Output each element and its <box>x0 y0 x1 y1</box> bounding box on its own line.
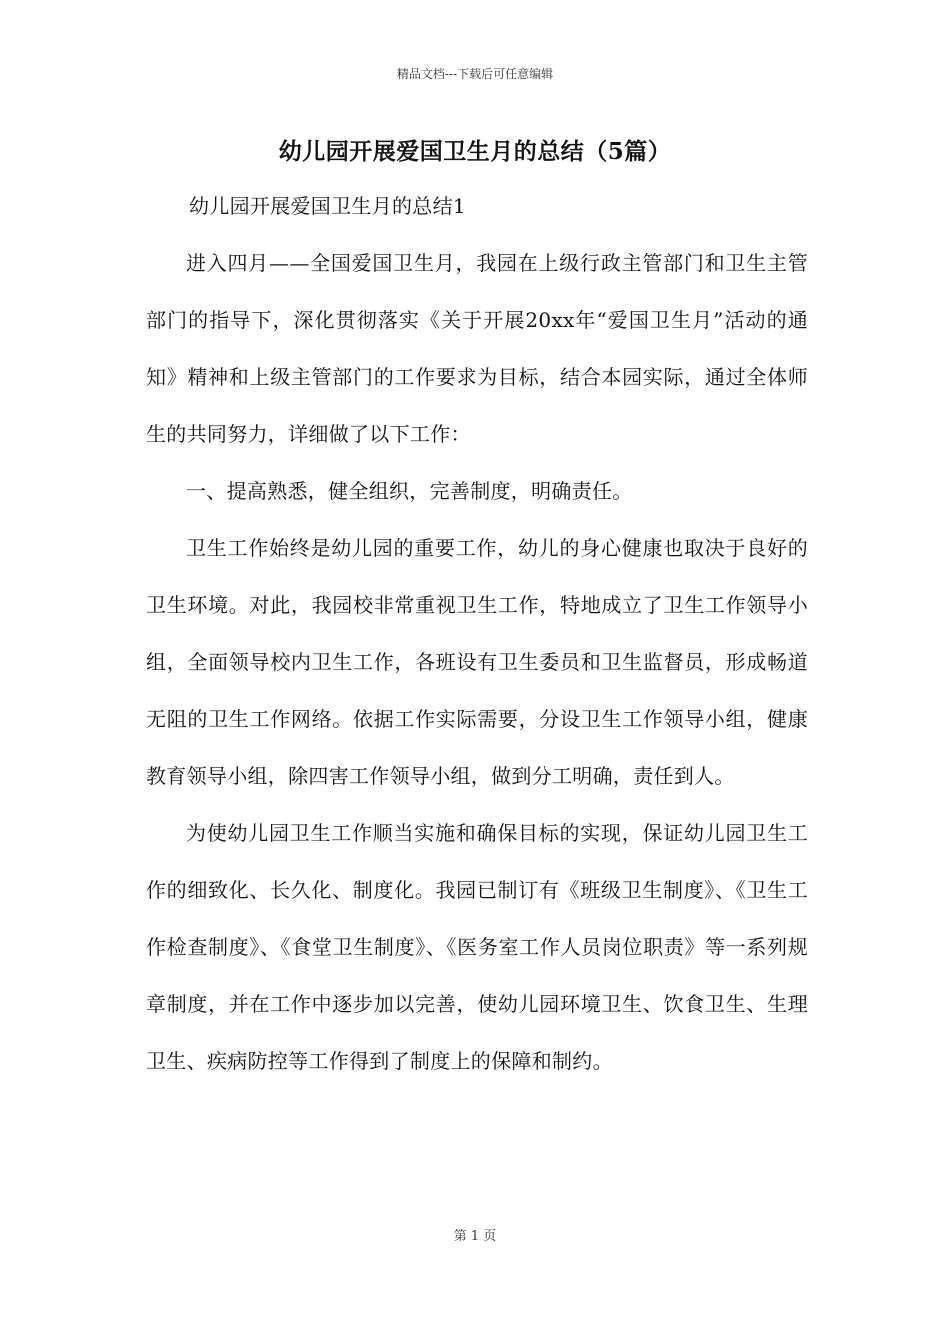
paragraph-organization: 卫生工作始终是幼儿园的重要工作，幼儿的身心健康也取决于良好的卫生环境。对此，我园校非常重视卫生工作，特地成立了卫生工作领导小组，全面领导校内卫生工作，各班设有卫生委员和卫生监督员，形成畅道无阻的卫生工作网络。依据工作实际需要，分设卫生工作领导小组，健康教育领导小组，除四害工作领导小组，做到分工明确，责任到人。 <box>146 536 808 788</box>
paragraph-regulations: 为使幼儿园卫生工作顺当实施和确保目标的实现，保证幼儿园卫生工作的细致化、长久化、制度化。我园已制订有《班级卫生制度》、《卫生工作检查制度》、《食堂卫生制度》、《医务室工作人员岗位职责》等一系列规章制度，并在工作中逐步加以完善，使幼儿园环境卫生、饮食卫生、生理卫生、疾病防控等工作得到了制度上的保障和制约。 <box>146 821 808 1073</box>
header-note: 精品文档---下载后可任意编辑 <box>396 67 554 81</box>
document-body <box>146 178 808 1090</box>
page-number: 第 1 页 <box>453 1229 497 1244</box>
paragraph-intro: 进入四月——全国爱国卫生月，我园在上级行政主管部门和卫生主管部门的指导下，深化贯彻落实《关于开展20xx年“爱国卫生月”活动的通知》精神和上级主管部门的工作要求为目标，结合本园实际，通过全体师生的共同努力，详细做了以下工作： <box>146 251 808 446</box>
section-heading: 幼儿园开展爱国卫生月的总结1 <box>189 194 466 218</box>
document-title: 幼儿园开展爱国卫生月的总结（5篇） <box>278 138 672 165</box>
paragraph-point-one: 一、提高熟悉，健全组织，完善制度，明确责任。 <box>186 479 633 503</box>
